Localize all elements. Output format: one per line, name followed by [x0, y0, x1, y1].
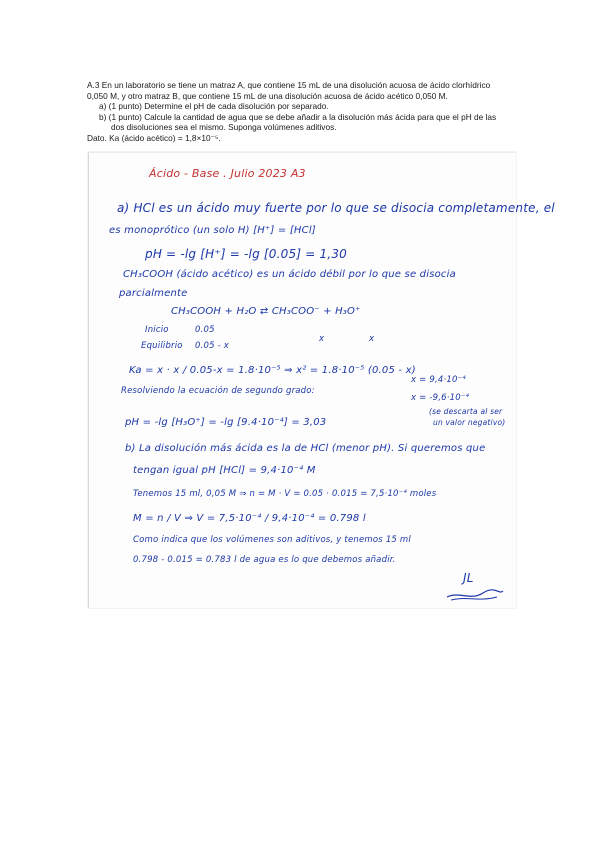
part-b-line-1: b) La disolución más ácida es la de HCl (menor pH). Si queremos que — [125, 443, 486, 454]
ice-equilibrium-label: Equilibrio — [141, 341, 183, 351]
part-a-ph-acetic: pH = -lg [H₃O⁺] = -lg [9.4·10⁻⁴] = 3,03 — [125, 417, 327, 428]
signature-underline-icon — [445, 585, 505, 603]
solution-header: Ácido - Base . Julio 2023 A3 — [149, 167, 306, 180]
problem-line-5: dos disoluciones sea el mismo. Suponga volúmenes aditivos. — [111, 122, 337, 133]
problem-line-1: A.3 En un laboratorio se tiene un matraz A, que contiene 15 mL de una disolución acuosa de ácido clorhídrico — [87, 80, 491, 90]
ice-x-hydronium: x — [369, 334, 375, 344]
problem-line-2: 0,050 M, y otro matraz B, que contiene 15 mL de una disolución acuosa de ácido acético 0,050 M. — [87, 90, 448, 101]
part-a-line-5: parcialmente — [119, 288, 188, 299]
part-b-line-5: Como indica que los volúmenes son aditivos, y tenemos 15 ml — [133, 535, 411, 545]
discard-note-2: un valor negativo) — [433, 418, 506, 427]
part-a-ph-hcl: pH = -lg [H⁺] = -lg [0.05] = 1,30 — [145, 247, 348, 261]
ice-initial-value: 0.05 — [195, 325, 215, 335]
part-b-volume: M = n / V ⇒ V = 7,5·10⁻⁴ / 9,4·10⁻⁴ = 0.798 l — [133, 513, 366, 524]
part-b-line-2: tengan igual pH [HCl] = 9,4·10⁻⁴ M — [133, 465, 316, 476]
problem-line-3: a) (1 punto) Determine el pH de cada disolución por separado. — [99, 101, 329, 112]
part-a-ka-equation: Ka = x · x / 0.05-x = 1.8·10⁻⁵ ⇒ x² = 1.8·10⁻⁵ (0.05 - x) — [129, 365, 416, 376]
problem-statement — [87, 80, 527, 144]
part-a-line-2: es monoprótico (un solo H) [H⁺] = [HCl] — [109, 225, 316, 236]
root-positive: x = 9,4·10⁻⁴ — [411, 375, 466, 385]
root-negative: x = -9,6·10⁻⁴ — [411, 393, 470, 403]
part-a-quadratic: Resolviendo la ecuación de segundo grado: — [121, 386, 315, 396]
handwritten-solution-sheet — [88, 152, 555, 608]
ice-initial-label: Inicio — [145, 325, 169, 335]
ice-x-acetate: x — [319, 334, 325, 344]
problem-line-4: b) (1 punto) Calcule la cantidad de agua que se debe añadir a la disolución más ácida para que el pH de las — [99, 111, 497, 122]
signature: JL — [463, 571, 474, 585]
part-b-moles: Tenemos 15 ml, 0,05 M ⇒ n = M · V = 0.05 · 0.015 = 7,5·10⁻⁴ moles — [133, 489, 437, 499]
discard-note-1: (se descarta al ser — [429, 407, 503, 416]
part-a-line-4: CH₃COOH (ácido acético) es un ácido débil por lo que se disocia — [123, 269, 456, 280]
part-a-line-1: a) HCl es un ácido muy fuerte por lo que se disocia completamente, el — [117, 201, 555, 215]
part-a-reaction: CH₃COOH + H₂O ⇄ CH₃COO⁻ + H₃O⁺ — [171, 306, 361, 317]
ice-equilibrium-value: 0.05 - x — [195, 341, 230, 351]
part-b-answer: 0.798 - 0.015 = 0.783 l de agua es lo que debemos añadir. — [133, 555, 396, 565]
problem-data-line: Dato. Ka (ácido acético) = 1,8×10⁻⁵. — [87, 132, 221, 143]
